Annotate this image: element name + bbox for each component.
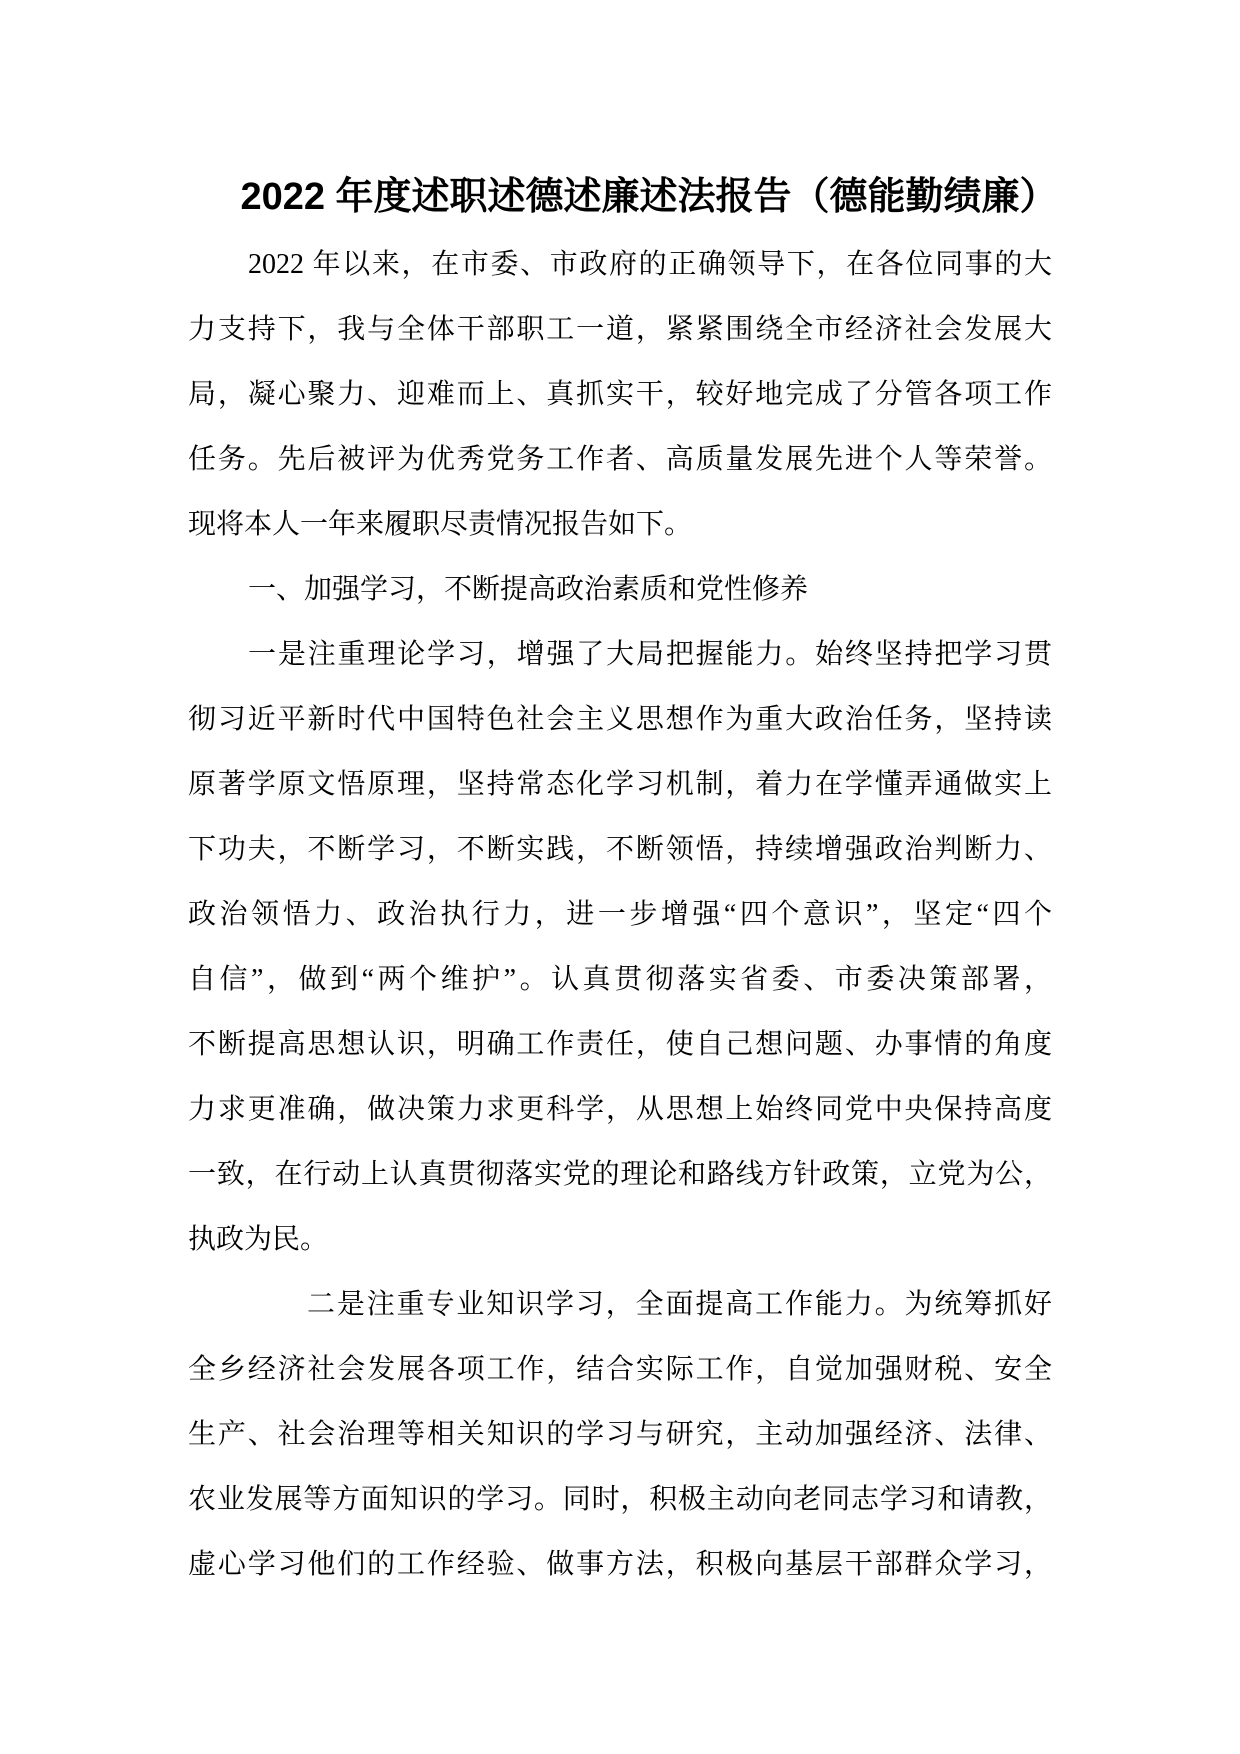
- section-heading-1: [188, 557, 1052, 622]
- text-line: 农业发展等方面知识的学习。同时，积极主动向老同志学习和请教，: [188, 1484, 1052, 1515]
- text-line: 局，凝心聚力、迎难而上、真抓实干，较好地完成了分管各项工作: [188, 379, 1052, 410]
- text-line: 力求更准确，做决策力求更科学，从思想上始终同党中央保持高度: [188, 1094, 1052, 1125]
- text-line: 力支持下，我与全体干部职工一道，紧紧围绕全市经济社会发展大: [188, 314, 1052, 345]
- text-line: 彻习近平新时代中国特色社会主义思想作为重大政治任务，坚持读: [188, 704, 1052, 735]
- document-body: [188, 232, 1052, 1597]
- text-line: 一、加强学习，不断提高政治素质和党性修养: [248, 574, 809, 605]
- document-title: 2022 年度述职述德述廉述法报告（德能勤绩廉）: [240, 176, 1058, 218]
- text-line: 任务。先后被评为优秀党务工作者、高质量发展先进个人等荣誉。: [188, 444, 1052, 475]
- text-line: 一致，在行动上认真贯彻落实党的理论和路线方针政策，立党为公，: [188, 1159, 1052, 1190]
- para-second-point: [188, 1272, 1052, 1597]
- text-line: 政治领悟力、政治执行力，进一步增强“四个意识”，坚定“四个: [188, 899, 1052, 930]
- para-intro: [188, 232, 1052, 557]
- para-first-point: [188, 622, 1052, 1272]
- text-line: 不断提高思想认识，明确工作责任，使自己想问题、办事情的角度: [188, 1029, 1052, 1060]
- text-line: 执政为民。: [188, 1224, 329, 1255]
- text-line: 现将本人一年来履职尽责情况报告如下。: [188, 509, 693, 540]
- text-line: 一是注重理论学习，增强了大局把握能力。始终坚持把学习贯: [248, 639, 1052, 670]
- text-line: 2022 年以来，在市委、市政府的正确领导下，在各位同事的大: [248, 249, 1052, 280]
- text-line: 生产、社会治理等相关知识的学习与研究，主动加强经济、法律、: [188, 1419, 1052, 1450]
- text-line: 二是注重专业知识学习，全面提高工作能力。为统筹抓好: [307, 1289, 1052, 1320]
- text-line: 下功夫，不断学习，不断实践，不断领悟，持续增强政治判断力、: [188, 834, 1052, 865]
- text-line: 自信”，做到“两个维护”。认真贯彻落实省委、市委决策部署，: [188, 964, 1052, 995]
- text-line: 全乡经济社会发展各项工作，结合实际工作，自觉加强财税、安全: [188, 1354, 1052, 1385]
- text-line: 原著学原文悟原理，坚持常态化学习机制，着力在学懂弄通做实上: [188, 769, 1052, 800]
- text-line: 虚心学习他们的工作经验、做事方法，积极向基层干部群众学习，: [188, 1549, 1052, 1580]
